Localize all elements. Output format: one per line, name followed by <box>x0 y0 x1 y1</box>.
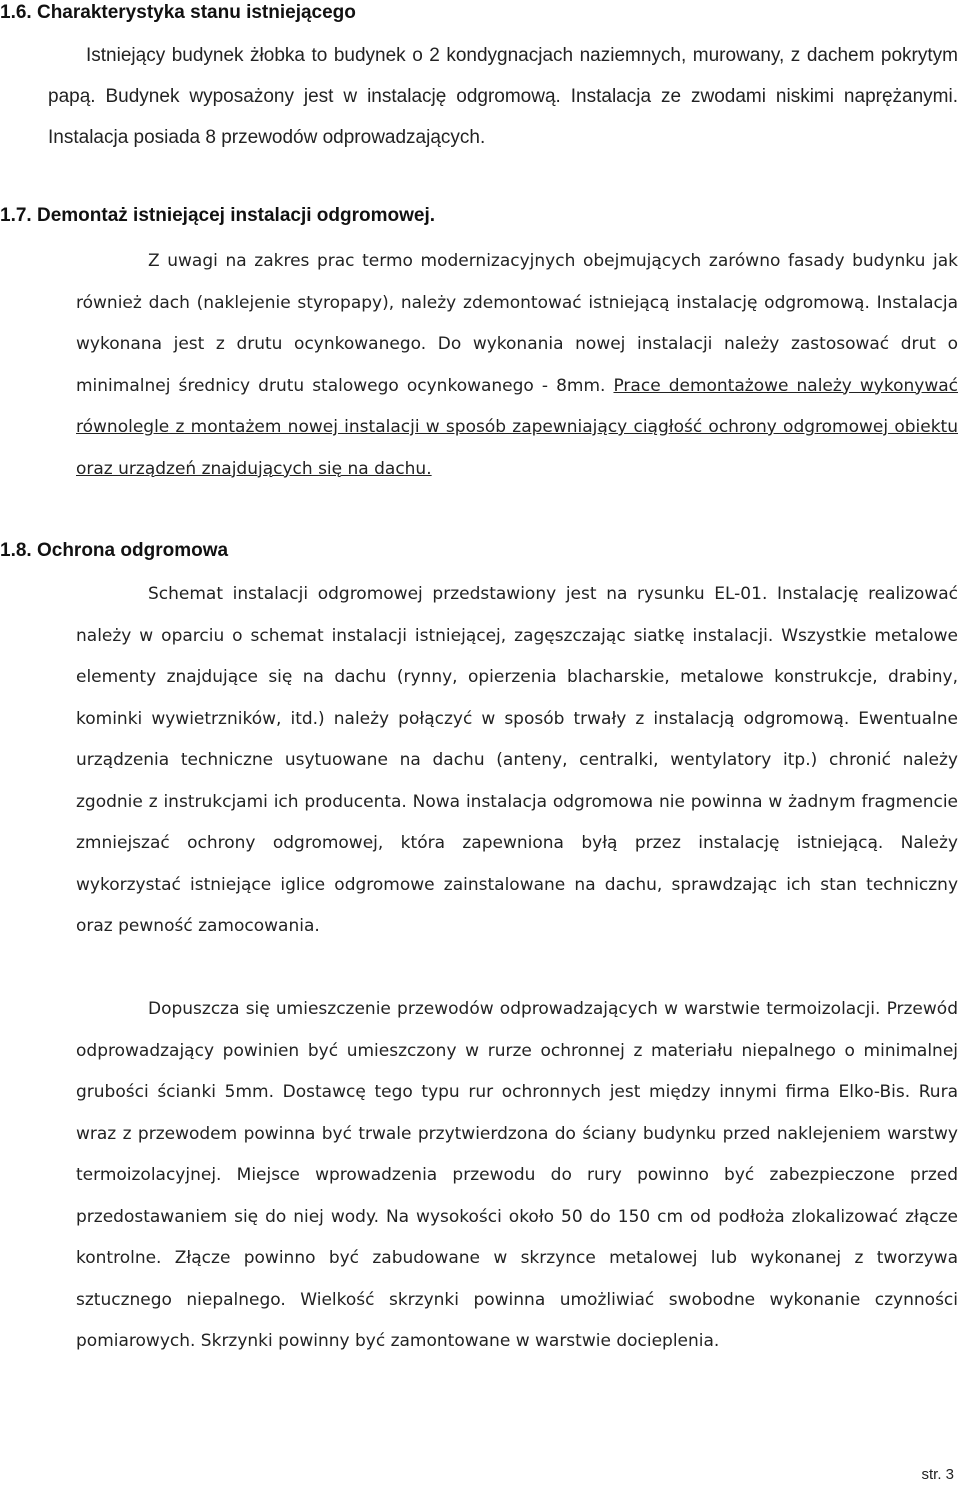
paragraph: Schemat instalacji odgromowej przedstawiony jest na rysunku EL-01. Instalację realizować należy w oparciu o schemat instalacji istniejącej, zagęszczając siatkę instalacji. Wszystkie metalowe elementy znajdujące się na dachu (rynny, opierzenia blacharskie, metalowe konstrukcje, drabiny, kominki wywietrzników, itd.) należy połączyć w sposób trwały z instalacją odgromową. Ewentualne urządzenia techniczne usytuowane na dachu (anteny, centralki, wentylatory itp.) chronić należy zgodnie z instrukcjami ich producenta. Nowa instalacja odgromowa nie powinna w żadnym fragmencie zmniejszać ochrony odgromowej, która zapewniona byłą przez instalację istniejącą. Należy wykorzystać istniejące iglice odgromowe zainstalowane na dachu, sprawdzając ich stan techniczny oraz pewność zamocowania. <box>76 584 958 936</box>
paragraph: Dopuszcza się umieszczenie przewodów odprowadzających w warstwie termoizolacji. Przewód odprowadzający powinien być umieszczony w rurze ochronnej z materiału niepalnego o minimalnej grubości ścianki 5mm. Dostawcę tego typu rur ochronnych jest między innymi firma Elko-Bis. Rura wraz z przewodem powinna być trwale przytwierdzona do ściany budynku przed naklejeniem warstwy termoizolacyjnej. Miejsce wprowadzenia przewodu do rury powinno być zabezpieczone przed przedostawaniem się do niej wody. Na wysokości około 50 do 150 cm od podłoża zlokalizować złącze kontrolne. Złącze powinno być zabudowane w skrzynce metalowej lub wykonanej z tworzywa sztucznego niepalnego. Wielkość skrzynki powinna umożliwiać swobodne wykonanie czynności pomiarowych. Skrzynki powinny być zamontowane w warstwie docieplenia. <box>76 999 958 1351</box>
section-heading: 1.6. Charakterystyka stanu istniejącego <box>0 2 356 23</box>
section-1-8 <box>0 538 960 1351</box>
page-number: str. 3 <box>921 1466 954 1483</box>
section-1-7 <box>0 203 960 479</box>
section-heading: 1.8. Ochrona odgromowa <box>0 540 229 561</box>
paragraph: Istniejący budynek żłobka to budynek o 2 kondygnacjach naziemnych, murowany, z dachem pokrytym papą. Budynek wyposażony jest w instalację odgromową. Instalacja ze zwodami niskimi naprężanymi. Instalacja posiada 8 przewodów odprowadzających. <box>48 45 958 148</box>
section-heading: 1.7. Demontaż istniejącej instalacji odgromowej. <box>0 205 436 226</box>
section-1-6 <box>0 0 960 148</box>
paragraph <box>76 241 958 490</box>
paragraph-text: Z uwagi na zakres prac termo modernizacyjnych obejmujących zarówno fasady budynku jak również dach (naklejenie styropapy), należy zdemontować istniejącą instalację odgromową. Instalacja wykonana jest z drutu ocynkowanego. Do wykonania nowej instalacji należy zastosować drut o minimalnej średnicy drutu stalowego ocynkowanego - 8mm. <box>76 251 958 396</box>
underlined-text: Prace demontażowe należy wykonywać równolegle z montażem nowej instalacji w sposób zapewniający ciągłość ochrony odgromowej obiektu oraz urządzeń znajdujących się na dachu. <box>76 375 959 479</box>
